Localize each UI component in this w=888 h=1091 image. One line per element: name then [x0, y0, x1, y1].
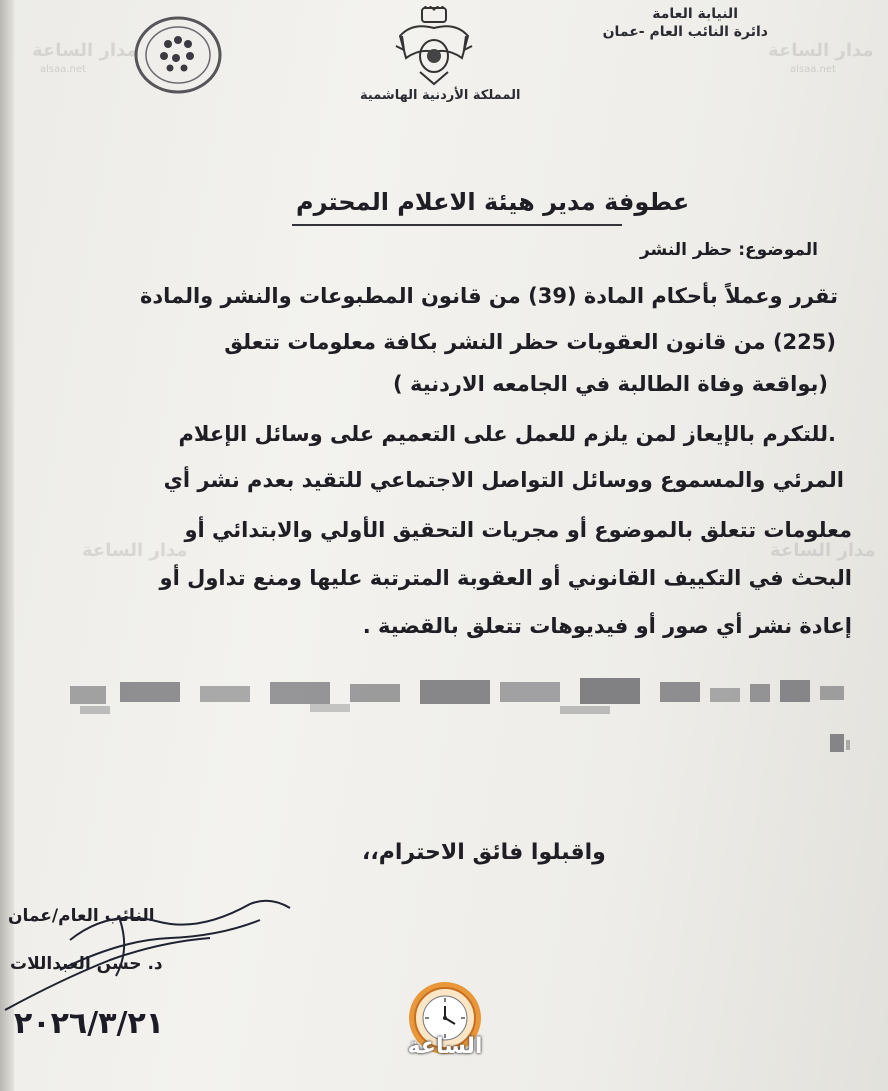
- addressee: عطوفة مدير هيئة الاعلام المحترم: [296, 188, 690, 216]
- office-name-line2: دائرة النائب العام -عمان: [602, 24, 768, 40]
- watermark-text: مدار الساعة: [82, 540, 188, 561]
- jordan-coat-of-arms-icon: [392, 6, 476, 86]
- watermark-url: alsaa.net: [790, 64, 836, 75]
- body-line: .للتكرم بالإيعاز لمن يلزم للعمل على التعميم على وسائل الإعلام: [178, 422, 836, 446]
- body-line: المرئي والمسموع ووسائل التواصل الاجتماعي للتقيد بعدم نشر أي: [163, 468, 844, 492]
- watermark-text: مدار الساعة: [770, 540, 876, 561]
- body-line: إعادة نشر أي صور أو فيديوهات تتعلق بالقضية .: [362, 614, 852, 638]
- body-line: (بواقعة وفاة الطالبة في الجامعه الاردنية ): [393, 372, 828, 396]
- body-line: البحث في التكييف القانوني أو العقوبة المترتبة عليها ومنع تداول أو: [159, 566, 852, 590]
- signatory-title: النائب العام/عمان: [8, 906, 155, 926]
- office-name-line1: النيابة العامة: [652, 6, 738, 22]
- subject-line: الموضوع: حظر النشر: [639, 240, 818, 260]
- redacted-text-block: [60, 670, 850, 770]
- kingdom-caption: المملكة الأردنية الهاشمية: [360, 88, 521, 103]
- closing-line: واقبلوا فائق الاحترام،،: [362, 840, 606, 865]
- signatory-name: د. حسن العبداللات: [10, 954, 163, 974]
- signature-date: ٢٠٢٦/٣/٢١: [14, 1006, 165, 1041]
- body-line: (225) من قانون العقوبات حظر النشر بكافة معلومات تتعلق: [224, 330, 836, 354]
- logo-text: الساعة: [407, 1034, 483, 1059]
- watermark-text: مدار الساعة: [768, 40, 874, 61]
- body-line: معلومات تتعلق بالموضوع أو مجريات التحقيق الأولي والابتدائي أو: [184, 518, 852, 542]
- handwritten-signature-icon: [0, 880, 310, 1020]
- watermark-text: مدار الساعة: [32, 40, 138, 61]
- watermark-url: alsaa.net: [40, 64, 86, 75]
- body-line: تقرر وعملاً بأحكام المادة (39) من قانون المطبوعات والنشر والمادة: [139, 284, 838, 308]
- clock-logo-icon: [405, 980, 485, 1080]
- institution-seal-icon: [132, 14, 224, 96]
- addressee-underline: [292, 224, 622, 226]
